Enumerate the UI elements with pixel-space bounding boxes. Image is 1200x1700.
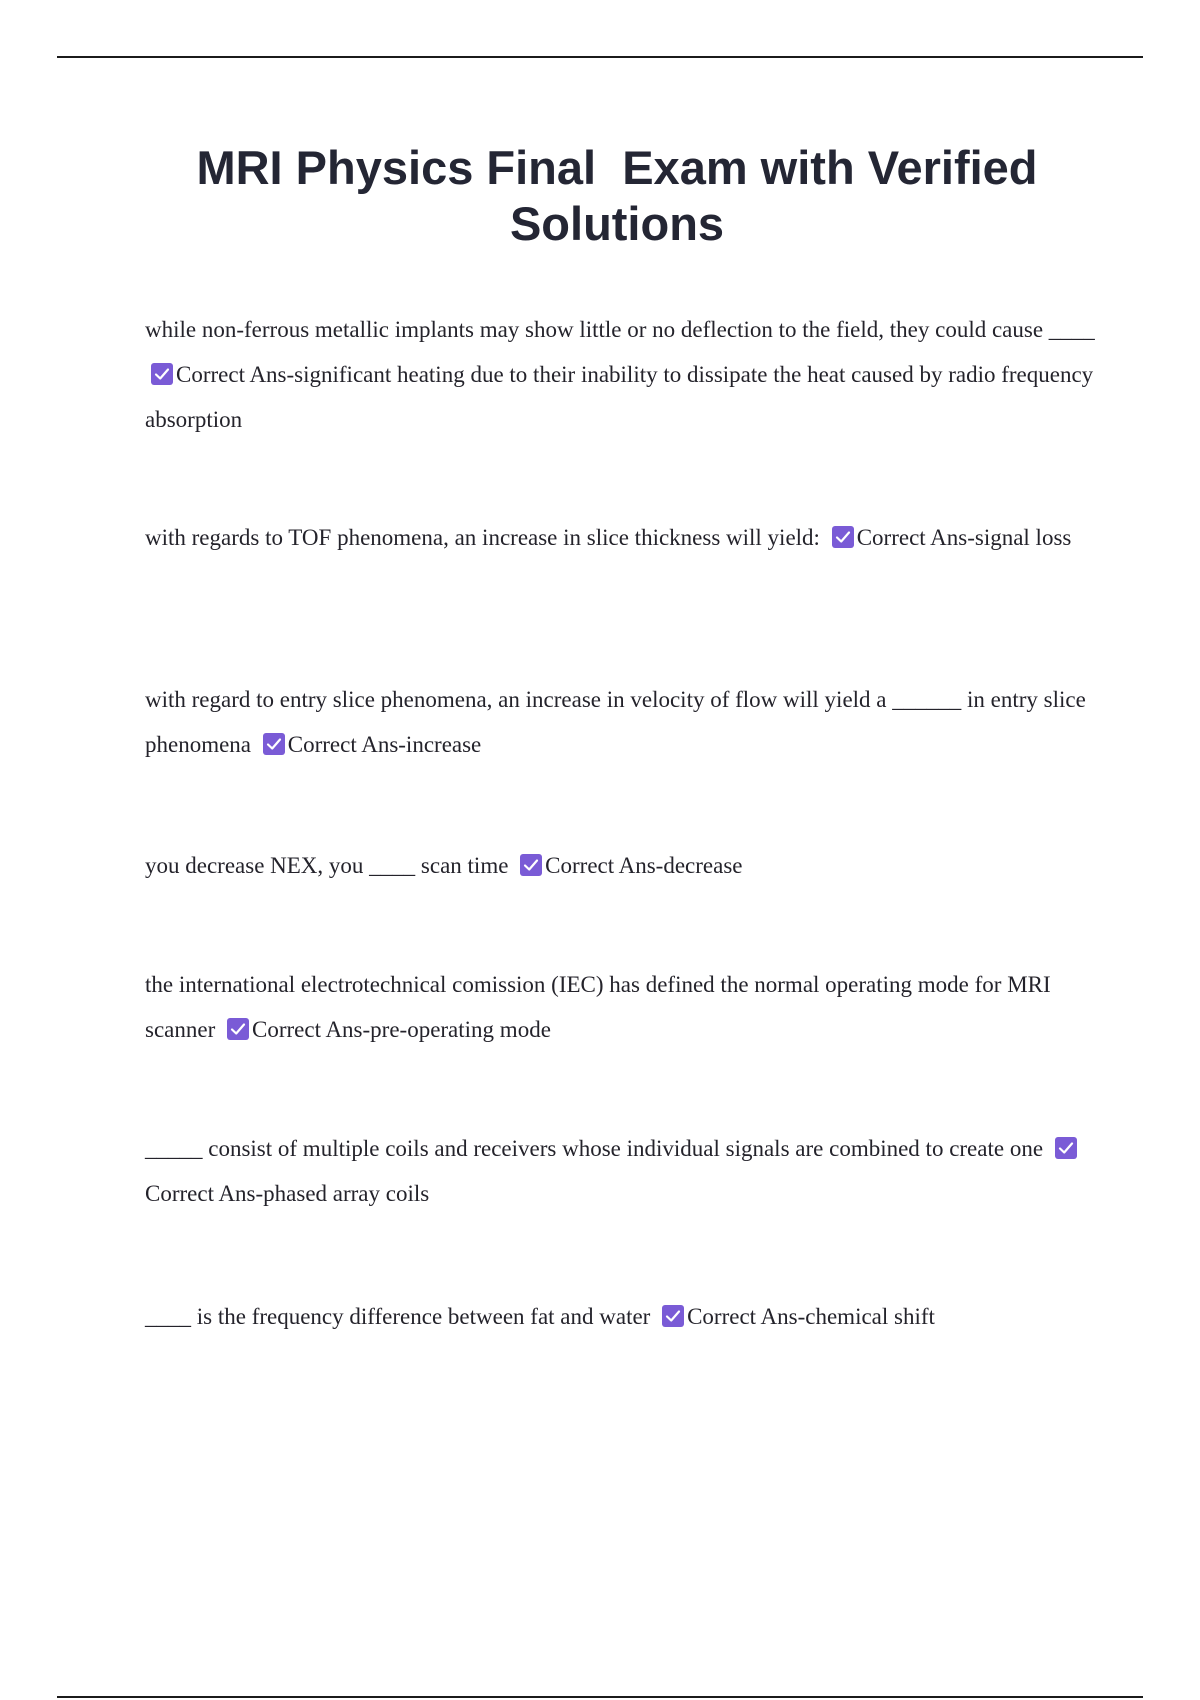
checkmark-box-icon — [662, 1305, 684, 1327]
question-text: ____ is the frequency difference between fat and water — [145, 1304, 651, 1329]
qa-item — [145, 1294, 1095, 1339]
answer-text: Correct Ans-chemical shift — [687, 1304, 935, 1329]
page-title: MRI Physics Final Exam with Verified Solutions — [196, 141, 1051, 250]
checkmark-box-icon — [832, 526, 854, 548]
checkmark-box-icon — [520, 854, 542, 876]
qa-item — [145, 307, 1095, 442]
question-text: with regard to entry slice phenomena, an increase in velocity of flow will yield a ______ in entry slice phenomena — [145, 687, 1086, 757]
checkmark-box-icon — [227, 1018, 249, 1040]
qa-item — [145, 962, 1095, 1052]
checkmark-box-icon — [263, 733, 285, 755]
question-text: the international electrotechnical comission (IEC) has defined the normal operating mode for MRI scanner — [145, 972, 1051, 1042]
top-rule — [57, 56, 1143, 58]
question-text: with regards to TOF phenomena, an increase in slice thickness will yield: — [145, 525, 820, 550]
answer-text: Correct Ans-pre-operating mode — [252, 1017, 551, 1042]
answer-text: Correct Ans-signal loss — [856, 525, 1072, 550]
question-text: you decrease NEX, you ____ scan time — [145, 853, 509, 878]
qa-item — [145, 1126, 1095, 1216]
question-text: _____ consist of multiple coils and receivers whose individual signals are combined to create one — [145, 1136, 1044, 1161]
answer-text: Correct Ans-decrease — [545, 853, 743, 878]
answer-text: Correct Ans-phased array coils — [145, 1181, 430, 1206]
answer-text: Correct Ans-increase — [287, 732, 482, 757]
bottom-rule — [57, 1696, 1143, 1698]
qa-item — [145, 515, 1095, 560]
qa-item — [145, 843, 1095, 888]
checkmark-box-icon — [151, 363, 173, 385]
checkmark-box-icon — [1055, 1137, 1077, 1159]
question-text: while non-ferrous metallic implants may show little or no deflection to the field, they could cause ____ — [145, 317, 1095, 342]
qa-item — [145, 677, 1095, 767]
answer-text: Correct Ans-significant heating due to their inability to dissipate the heat caused by radio frequency absorption — [145, 362, 1094, 432]
